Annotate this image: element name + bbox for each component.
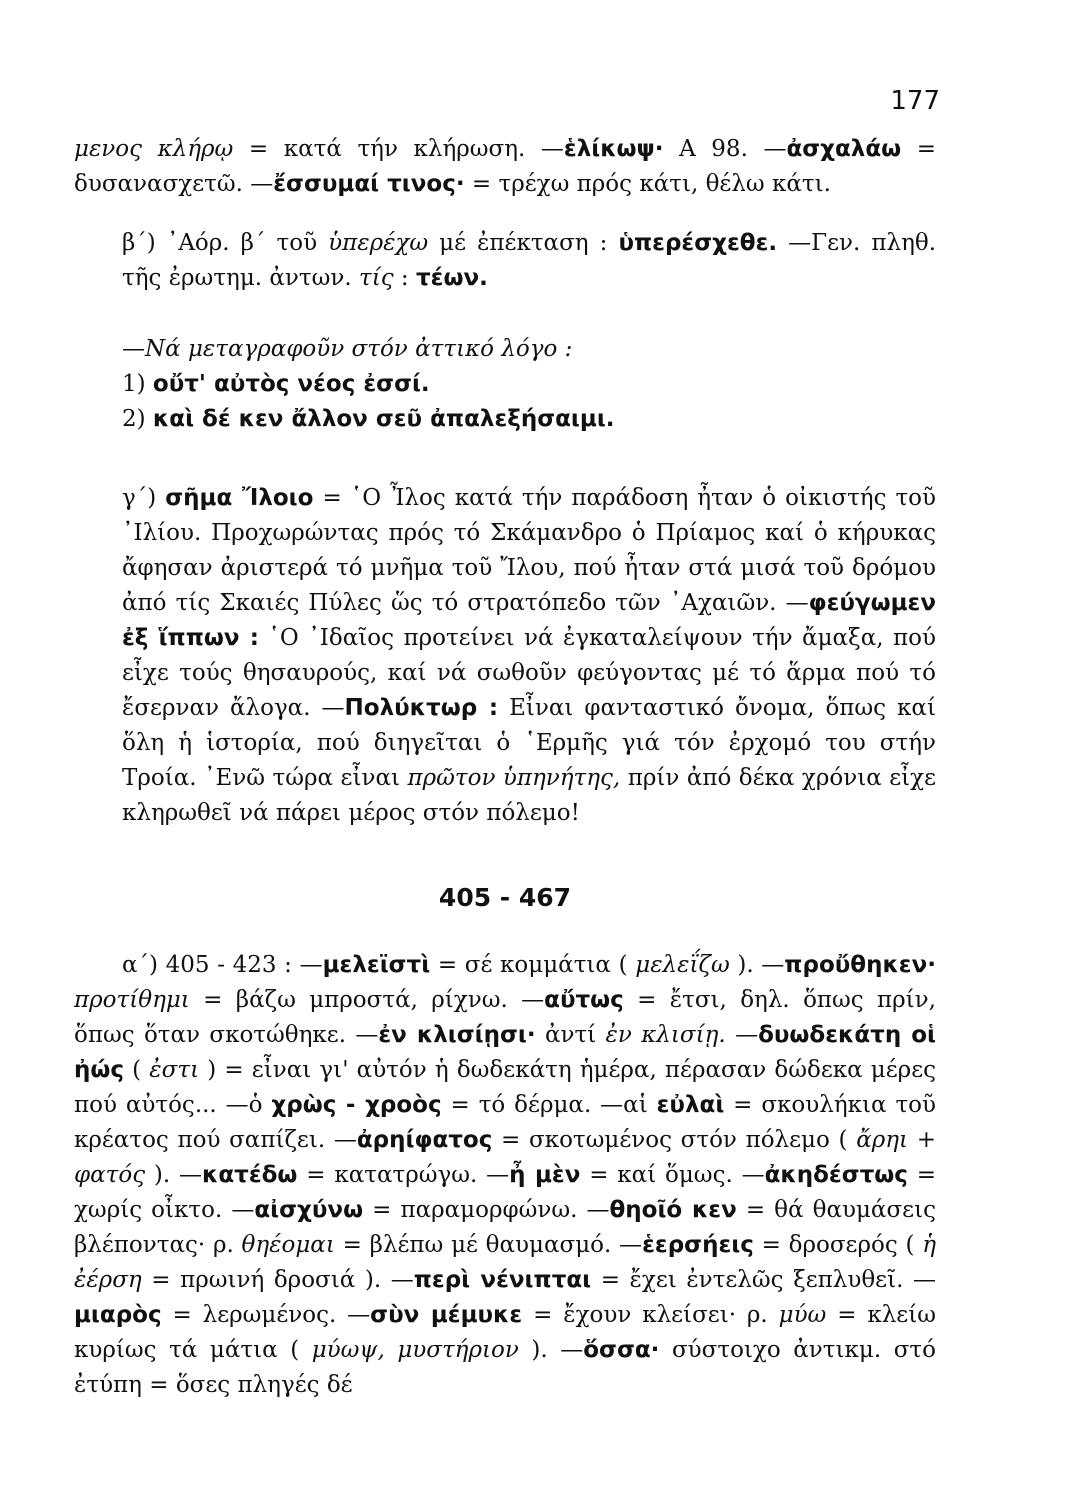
italic-term: ὑπερέχω	[328, 230, 429, 256]
text-run: ). —	[518, 1337, 584, 1363]
text-run: = χωρίς οἶκτο. —	[74, 1162, 937, 1223]
para-beta-notes	[74, 226, 936, 296]
text-run: = βάζω μπροστά, ρίχνω. —	[189, 987, 545, 1013]
text-run: (	[124, 1057, 150, 1083]
italic-term: ἄρηι + φατός	[74, 1127, 936, 1188]
bold-term: τέων.	[416, 265, 488, 291]
italic-term: —Νά μεταγραφοῦν στόν ἀττικό λόγο :	[122, 336, 573, 362]
text-run: = σέ κομμάτια (	[430, 952, 636, 978]
bold-term: σὺν μέμυκε	[370, 1302, 523, 1328]
text-run: ἀντί	[535, 1022, 606, 1048]
text-run: ). —	[729, 952, 785, 978]
bold-term: χρὼς - χροὸς	[271, 1092, 442, 1118]
bold-term: ἑερσήεις	[642, 1232, 754, 1258]
bold-term: προὔθηκεν·	[784, 952, 937, 978]
bold-term: μιαρὸς	[74, 1302, 162, 1328]
bold-term: ἀσχαλάω	[786, 136, 902, 162]
text-run: Εἶναι φανταστικό ὄνομα, ὅπως καί ὅλη ἡ ἱστορία, πού διηγεῖται ὁ ῾Ερμῆς γιά τόν ἐρχομό του στήν Τροία. ᾿Ενῶ τώρα εἶναι	[122, 695, 936, 791]
text-run: β΄) ᾿Αόρ. β΄ τοῦ	[122, 230, 329, 256]
bold-term: Πολύκτωρ :	[344, 695, 499, 721]
bold-term: ὅσσα·	[583, 1337, 660, 1363]
section-heading: 405 - 467	[438, 883, 572, 912]
text-run: μέ ἐπέκταση :	[428, 230, 619, 256]
italic-term: μελεΐζω	[635, 952, 730, 978]
text-run: = κατατρώγω. —	[297, 1162, 510, 1188]
bold-term: καὶ δέ κεν ἄλλον σεῦ ἀπαλεξήσαιμι.	[152, 406, 615, 432]
italic-term: ἡ ἐέρση	[74, 1232, 936, 1293]
text-run: = ῾Ο Ἶλος κατά τήν παράδοση ἦταν ὁ οἰκιστής τοῦ ᾿Ιλίου. Προχωρώντας πρός τό Σκάμανδρο ὁ Πρίαμος καί ὁ κήρυκας ἄφησαν ἀριστερά τό μνῆμα τοῦ Ἴλου, πού ἦταν στά μισά τοῦ δρόμου ἀπό τίς Σκαιές Πύλες ὥς τό στρατόπεδο τῶν ᾿Αχαιῶν. —	[122, 485, 937, 616]
bold-term: ὑπερέσχεθε.	[618, 230, 778, 256]
bold-term: θηοῖό κεν	[609, 1197, 737, 1223]
text-run: = πρωινή δροσιά ). —	[141, 1267, 414, 1293]
text-run: σύστοιχο ἀντικμ. στό ἐτύπη = ὅσες πληγές δέ	[74, 1337, 936, 1398]
bold-term: κατέδω	[202, 1162, 298, 1188]
text-run: α΄) 405 - 423 : —	[122, 952, 323, 978]
text-run: —	[725, 1022, 759, 1048]
bold-term: αἰσχύνω	[254, 1197, 364, 1223]
text-run: = σκοτωμένος στόν πόλεμο (	[492, 1127, 857, 1153]
italic-term: τίς	[359, 265, 394, 291]
text-run: Α 98. —	[663, 136, 787, 162]
text-run: = ἔτσι, δηλ. ὅπως πρίν, ὅπως ὅταν σκοτώθηκε. —	[74, 987, 936, 1048]
text-run: 1)	[122, 371, 153, 397]
text-run: = βλέπω μέ θαυμασμό. —	[334, 1232, 643, 1258]
bold-term: περὶ νένιπται	[413, 1267, 592, 1293]
text-run: = δροσερός (	[753, 1232, 923, 1258]
italic-term: θηέομαι	[241, 1232, 335, 1258]
bold-term: ἀρηίφατος	[356, 1127, 493, 1153]
bold-term: σῆμα Ἴλοιο	[165, 485, 314, 511]
italic-term: ἐν κλισίῃ.	[605, 1022, 726, 1048]
text-run: = λερωμένος. —	[161, 1302, 371, 1328]
para-item-1	[74, 367, 936, 402]
italic-term: μενος κλήρῳ	[74, 136, 234, 162]
italic-term: μύωψ, μυστήριον	[311, 1337, 519, 1363]
text-run: πρίν ἀπό δέκα χρόνια εἶχε κληρωθεῖ νά πάρει μέρος στόν πόλεμο!	[122, 765, 937, 826]
text-run: = ἔχει ἐντελῶς ξεπλυθεῖ. —	[591, 1267, 936, 1293]
para-item-2	[74, 402, 936, 437]
text-run: = σκουλήκια τοῦ κρέατος πού σαπίζει. —	[74, 1092, 937, 1153]
italic-term: προτίθημι	[74, 987, 190, 1013]
bold-term: εὐλαὶ	[656, 1092, 725, 1118]
text-run: ῾Ο ᾿Ιδαῖος προτείνει νά ἐγκαταλείψουν τήν ἄμαξα, πού εἶχε τούς θησαυρούς, καί νά σωθοῦν φεύγοντας μέ τό ἅρμα πού τό ἔσερναν ἄλογα. —	[122, 625, 936, 721]
bold-term: φεύγωμεν ἐξ ἵππων :	[122, 590, 936, 651]
text-run: :	[393, 265, 416, 291]
text-run: —Γεν. πληθ. τῆς ἐρωτημ. ἀντων.	[122, 230, 937, 291]
bold-term: ἀκηδέστως	[764, 1162, 908, 1188]
bold-term: δυωδεκάτη οἱ ἠώς	[74, 1022, 937, 1083]
bold-term: μελεϊστὶ	[322, 952, 431, 978]
text-run: = θά θαυμάσεις βλέποντας· ρ.	[74, 1197, 936, 1258]
bold-term: ἐν κλισίῃσι·	[378, 1022, 536, 1048]
italic-term: πρῶτον ὑπηνήτης,	[407, 765, 621, 791]
text-run: = κατά τήν κλήρωση. —	[233, 136, 564, 162]
bold-term: οὔτ' αὐτὸς νέος ἐσσί.	[152, 371, 430, 397]
text-run: = κλείω κυρίως τά μάτια (	[74, 1302, 936, 1363]
text-run: ) = εἶναι γι' αὐτόν ἡ δωδεκάτη ἡμέρα, πέρασαν δώδεκα μέρες πού αὐτός... —ὁ	[74, 1057, 936, 1118]
italic-term: ἐστι	[149, 1057, 200, 1083]
text-run: ). —	[145, 1162, 202, 1188]
text-run: = παραμορφώνω. —	[363, 1197, 610, 1223]
para-gamma-notes	[74, 481, 936, 831]
text-run: = καί ὅμως. —	[580, 1162, 765, 1188]
text-run: 2)	[122, 406, 153, 432]
para-top-notes	[74, 132, 936, 202]
text-run: = δυσανασχετῶ. —	[74, 136, 936, 197]
para-translation-prompt	[74, 332, 936, 367]
text-run: = τό δέρμα. —αἱ	[441, 1092, 657, 1118]
italic-term: μύω	[778, 1302, 827, 1328]
bold-term: ἦ μὲν	[509, 1162, 581, 1188]
page-number: 177	[890, 86, 940, 116]
bold-term: αὔτως	[544, 987, 624, 1013]
bold-term: ἑλίκωψ·	[563, 136, 664, 162]
para-alpha-notes	[74, 948, 936, 1403]
text-run: = ἔχουν κλείσει· ρ.	[522, 1302, 779, 1328]
page-body	[74, 132, 936, 1403]
text-run: γ΄)	[122, 485, 166, 511]
bold-term: ἔσσυμαί τινος·	[273, 171, 465, 197]
text-run: = τρέχω πρός κάτι, θέλω κάτι.	[464, 171, 831, 197]
